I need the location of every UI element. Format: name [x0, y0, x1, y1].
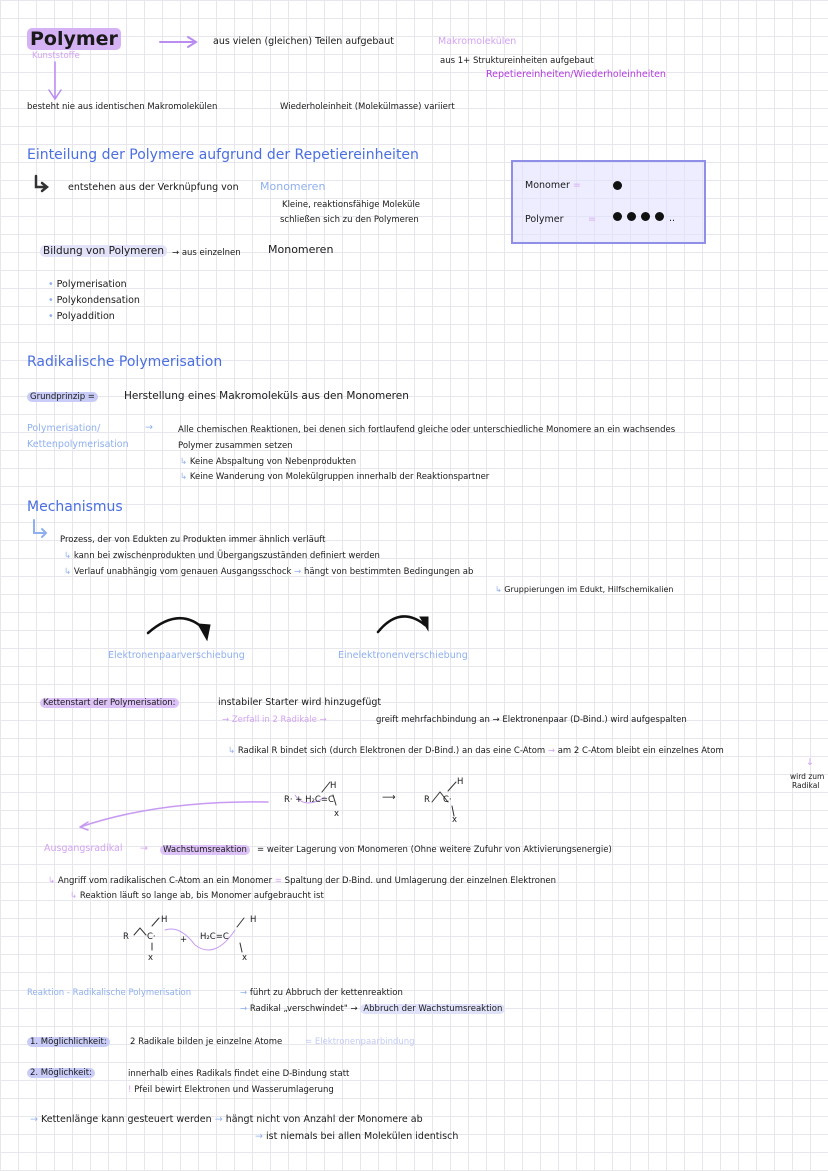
polymer-label: Polymer	[525, 214, 564, 225]
text-line: ↳ Angriff vom radikalischen C-Atom an ein Monomer = Spaltung der D-Bind. und Umlagerung der einzelnen Elektronen	[48, 876, 556, 886]
curved-arrow-pair-icon	[148, 618, 205, 633]
equation: R	[424, 795, 430, 805]
arrow-caption: Einelektronenverschiebung	[338, 650, 468, 661]
hook-arrow-icon	[36, 176, 47, 191]
monomer-polymer-box	[511, 160, 706, 244]
list-item: • Polykondensation	[48, 295, 140, 306]
list-item: • Polymerisation	[48, 279, 127, 290]
kettenstart-label: Kettenstart der Polymerisation:	[40, 697, 179, 709]
arrow-caption: Elektronenpaarverschiebung	[108, 650, 245, 661]
text-line: Kleine, reaktionsfähige Moleküle	[282, 200, 420, 210]
polymer-dots: ..	[613, 212, 675, 225]
curved-arrow-back-icon	[80, 802, 268, 830]
arrow-down-icon	[49, 62, 61, 99]
section-heading: Einteilung der Polymere aufgrund der Repetiereinheiten	[27, 147, 419, 163]
arrow-icon: →	[145, 422, 153, 433]
bullet-list	[48, 277, 140, 325]
intro-makro: Makromolekülen	[438, 36, 517, 47]
equation: x	[452, 815, 458, 825]
text-line: = Elektronenpaarbindung	[305, 1037, 415, 1047]
equation: H₂C=C	[200, 932, 229, 942]
text-line: instabiler Starter wird hinzugefügt	[218, 697, 382, 708]
equation: H	[161, 915, 168, 925]
monomer-label: Monomer	[525, 180, 570, 191]
bildung-label: Bildung von Polymeren	[40, 245, 167, 257]
text-line: Alle chemischen Reaktionen, bei denen sich fortlaufend gleiche oder unterschiedliche Monomere an ein wachsendes	[178, 425, 676, 435]
text-line: ↳ Verlauf unabhängig vom genauen Ausgangsschock → hängt von bestimmten Bedingungen ab	[64, 567, 474, 577]
intro-line: aus vielen (gleichen) Teilen aufgebaut	[213, 36, 394, 47]
text-line: = weiter Lagerung von Monomeren (Ohne weitere Zufuhr von Aktivierungsenergie)	[257, 845, 612, 855]
equation: R	[123, 932, 129, 942]
note: wird zum	[790, 772, 825, 781]
eq: =	[572, 180, 581, 191]
text-line: ↳ Keine Wanderung von Molekülgruppen innerhalb der Reaktionspartner	[180, 472, 490, 482]
equation: H	[330, 781, 337, 791]
text-line: ↳ Reaktion läuft so lange ab, bis Monomer aufgebraucht ist	[70, 891, 324, 901]
section-heading: Mechanismus	[27, 499, 123, 515]
equation: R· + H₂C=C	[284, 795, 334, 805]
text-line: → Zerfall in 2 Radikale →	[222, 715, 327, 725]
equation: H	[457, 777, 464, 787]
text-line: ↳ Keine Abspaltung von Nebenprodukten	[180, 457, 357, 467]
arrow-icon: →	[140, 843, 148, 854]
intro-line: besteht nie aus identischen Makromolekülen	[27, 102, 218, 112]
text-line: Polymerisation/	[27, 423, 101, 434]
arrow-right-icon	[160, 37, 196, 47]
text-line: → führt zu Abbruch der kettenreaktion	[240, 988, 403, 998]
intro-line: Repetiereinheiten/Wiederholeinheiten	[486, 69, 666, 80]
equation: H	[250, 915, 257, 925]
note: Radikal	[792, 781, 820, 790]
text-line: ↳ Radikal R bindet sich (durch Elektronen der D-Bind.) an das eine C-Atom → am 2 C-Atom bleibt ein einzelnes Atom	[228, 746, 724, 756]
text-line: 2 Radikale bilden je einzelne Atome	[130, 1037, 283, 1047]
text-line: Monomeren	[268, 243, 334, 256]
equation: C·	[147, 932, 156, 942]
text-line: → Kettenlänge kann gesteuert werden → hängt nicht von Anzahl der Monomere ab	[30, 1114, 423, 1125]
equation: +	[180, 935, 188, 945]
intro-line: Wiederholeinheit (Molekülmasse) variiert	[280, 102, 455, 112]
equation: x	[242, 953, 248, 963]
text-line: Monomeren	[260, 180, 326, 193]
intro-line: aus 1+ Struktureinheiten aufgebaut	[440, 56, 594, 66]
eq: =	[588, 214, 596, 225]
text-line: innerhalb eines Radikals findet eine D-Bindung statt	[128, 1069, 350, 1079]
text-line: Kettenpolymerisation	[27, 439, 129, 450]
text-line: → aus einzelnen	[172, 248, 241, 258]
text-line: ! Pfeil bewirt Elektronen und Wasserumlagerung	[128, 1085, 334, 1095]
text-line: ↳ kann bei zwischenprodukten und Übergangszuständen definiert werden	[64, 551, 380, 561]
text-line: Ausgangsradikal	[44, 843, 123, 854]
curved-arrow-single-icon	[378, 616, 425, 632]
wachstum-label: Wachstumsreaktion	[160, 844, 250, 856]
title-subtitle: Kunststoffe	[32, 51, 80, 61]
monomer-dot	[613, 181, 622, 190]
polymer-row	[525, 214, 563, 226]
text-line: schließen sich zu den Polymeren	[280, 215, 419, 225]
arrow-down-icon: ↓	[806, 757, 814, 768]
m1-label: 1. Möglichlichkeit:	[27, 1036, 110, 1048]
equation: x	[148, 953, 154, 963]
text-line: entstehen aus der Verknüpfung von	[68, 182, 239, 193]
hook-arrow-icon	[34, 520, 46, 537]
text-line: greift mehrfachbindung an → Elektronenpaar (D-Bind.) wird aufgespalten	[376, 715, 687, 725]
equation: C·	[443, 795, 452, 805]
text-line: Prozess, der von Edukten zu Produkten immer ähnlich verläuft	[60, 535, 326, 545]
equation: x	[334, 809, 340, 819]
page-title: Polymer	[27, 28, 121, 50]
m2-label: 2. Möglichkeit:	[27, 1067, 95, 1079]
text-line: Reaktion - Radikalische Polymerisation	[27, 988, 192, 998]
text-line: → ist niemals bei allen Molekülen identisch	[255, 1131, 459, 1142]
text-line: Herstellung eines Makromoleküls aus den Monomeren	[124, 390, 409, 402]
list-item: • Polyaddition	[48, 311, 115, 322]
monomer-row	[525, 180, 581, 192]
equation: ⟶	[382, 792, 396, 803]
text-line: → Radikal „verschwindet" → Abbruch der Wachstumsreaktion	[240, 1003, 505, 1015]
grund-label: Grundprinzip =	[27, 391, 98, 403]
text-line: Polymer zusammen setzen	[178, 441, 293, 451]
section-heading: Radikalische Polymerisation	[27, 354, 223, 370]
text-line: ↳ Gruppierungen im Edukt, Hilfschemikalien	[495, 585, 674, 594]
